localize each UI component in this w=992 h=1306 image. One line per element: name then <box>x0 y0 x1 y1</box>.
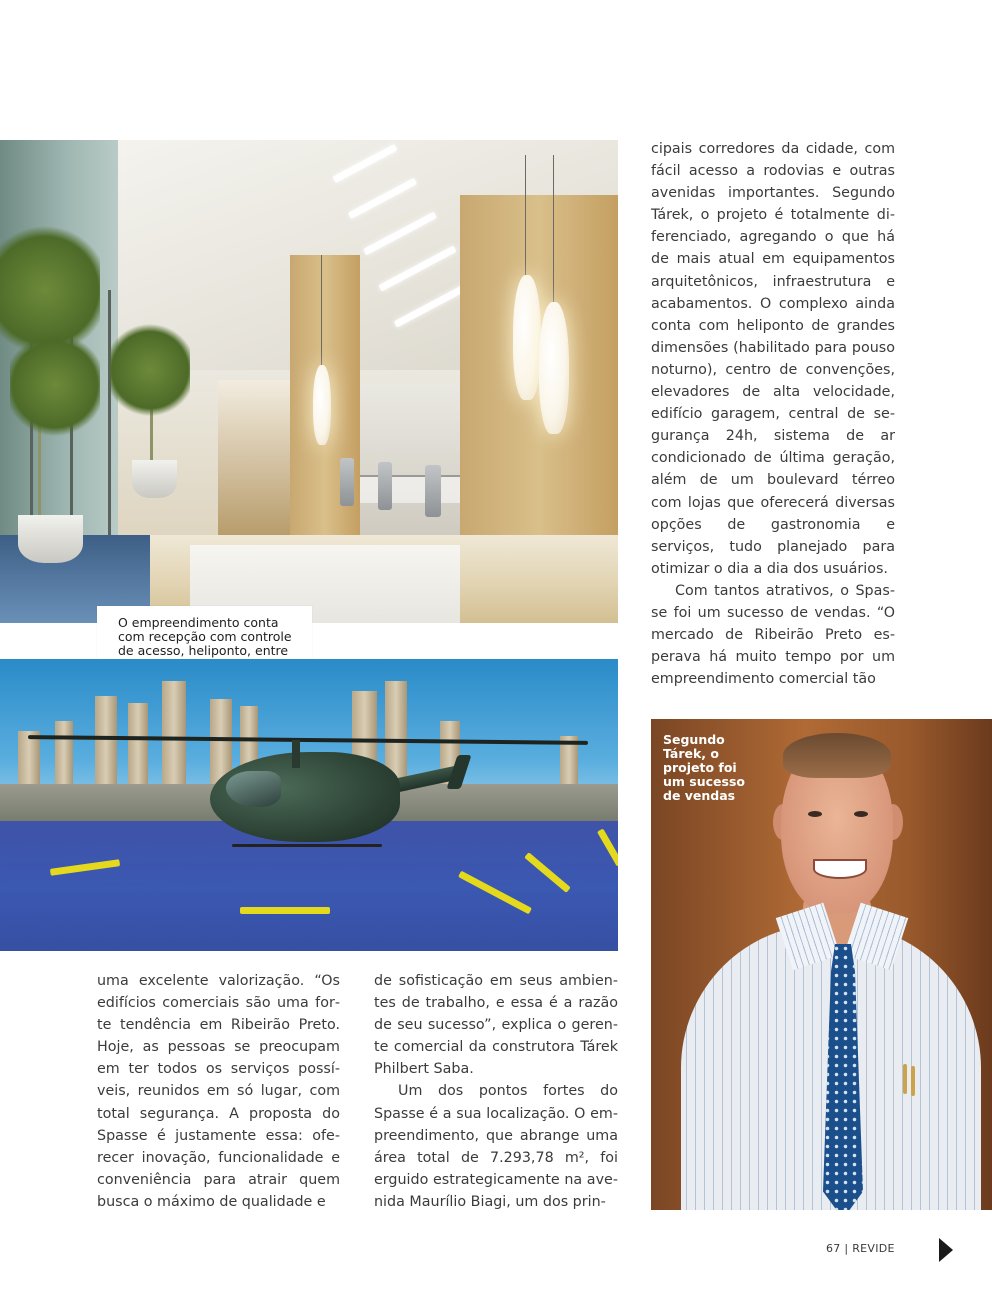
lobby-caption: O empreendimento conta com recepção com controle de acesso, heliponto, entre <box>118 615 292 658</box>
paragraph: uma excelente valorização. “Os edifícios comerciais são uma forte tendência em Ribeirão Preto. Hoje, as pessoas se preocupam em ter todos os serviços possíveis, reunidos em só lugar, com total segurança. A proposta do Spasse é justamente essa: oferecer inovação, funcionalidade e conveniência para atrair quem busca o máximo de qualidade e <box>97 973 340 1210</box>
helicopter-skid <box>232 844 382 847</box>
turnstile <box>378 462 392 510</box>
city-building <box>55 721 73 791</box>
city-building <box>95 696 117 791</box>
eye <box>808 811 822 817</box>
eye <box>854 811 868 817</box>
helipad-photo <box>0 659 618 951</box>
pendant-lamp <box>313 365 331 445</box>
triangle-right-icon <box>939 1238 953 1262</box>
plant-foliage <box>110 320 190 420</box>
article-column-right <box>651 138 895 690</box>
city-building <box>18 731 40 791</box>
paragraph: de sofisticação em seus ambientes de trabalho, e essa é a razão de seu sucesso”, explica o gerente comercial da construtora Tárek Philbert Saba. <box>374 973 618 1078</box>
lamp-wire <box>525 155 526 285</box>
paragraph: Com tantos atrativos, o Spasse foi um sucesso de vendas. “O mercado de Ribeirão Preto esperava há muito tempo por um empreendimento comercial tão <box>651 582 895 688</box>
pocket-pen <box>903 1064 907 1094</box>
helicopter-mast <box>292 740 300 768</box>
page-number: 67 | REVIDE <box>826 1242 895 1255</box>
portrait-caption: Segundo Tárek, o projeto foi um sucesso de vendas <box>663 732 745 803</box>
smile <box>813 859 867 879</box>
city-building <box>128 703 148 791</box>
pocket-pen <box>911 1066 915 1096</box>
article-column-left <box>97 970 340 1213</box>
article-column-middle <box>374 970 618 1213</box>
pendant-lamp <box>513 275 541 400</box>
lamp-wire <box>553 155 554 305</box>
turnstile <box>340 458 354 506</box>
glass-railing <box>360 475 460 503</box>
plant-foliage <box>10 330 100 440</box>
pendant-lamp <box>539 302 569 434</box>
plant-pot <box>18 515 83 563</box>
turnstile <box>425 465 441 517</box>
lamp-wire <box>321 255 322 370</box>
paragraph: cipais corredores da cidade, com fácil acesso a rodovias e outras avenidas importantes. Segundo Tárek, o projeto é totalmente diferenciado, agregando o que há de mais atual em equipamentos arquitetônicos, infraestrutura e acabamentos. O complexo ainda conta com heliponto de grandes dimensões (habilitado para pouso noturno), centro de convenções, elevadores de alta velocidade, edifício garagem, central de segurança 24h, sistema de ar condicionado de última geração, além de um boulevard térreo com lojas que oferecerá diversas opções de gastronomia e serviços, tudo planejado para otimizar o dia a dia dos usuários. <box>651 141 895 577</box>
hair <box>783 733 891 778</box>
lobby-photo <box>0 140 618 623</box>
helipad-marking <box>240 907 330 914</box>
plant-pot <box>132 460 177 498</box>
back-corridor <box>218 380 290 535</box>
paragraph: Um dos pontos fortes do Spasse é a sua localização. O empreendimento, que abrange uma área total de 7.293,78 m², foi erguido estrategicamente na avenida Maurílio Biagi, um dos prin- <box>374 1083 618 1210</box>
